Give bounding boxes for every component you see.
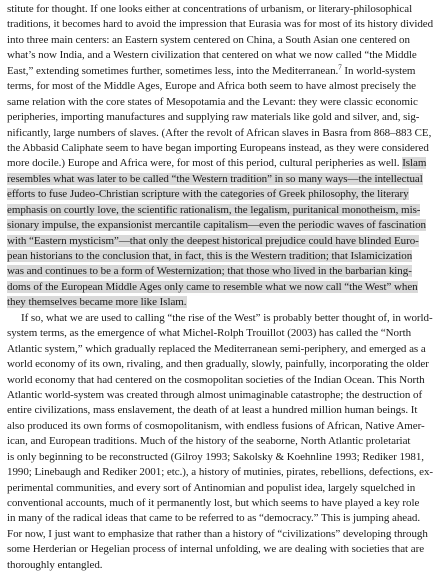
text-line (7, 249, 437, 264)
text-line (7, 373, 437, 388)
text-line (7, 95, 437, 110)
line-text: stitute for thought. If one looks either at concentrations of urbanism, or literary-philosophical (7, 3, 413, 15)
line-text: is only beginning to be reconstructed (Gilroy 1993; Sakolsky & Koehnline 1993; Rediker 1981, (7, 450, 425, 463)
line-text: East,” extending sometimes further, sometimes less, into the Mediterranean. (7, 64, 339, 77)
line-text: into three main centers: an Eastern system centered on China, a South Asian one centered on (7, 33, 410, 46)
text-line (7, 203, 437, 218)
line-text: world economy that had centered on the cosmopolitan societies of the Indian Ocean. This North (7, 373, 425, 386)
highlighted-text[interactable]: emphasis on courtly love, the scientific rationalism, the legalism, puritanical monotheism, mis- (7, 203, 421, 216)
line-text: in many of the radical ideas that came to be referred to as “democracy.” This is jumping ahead. (7, 512, 421, 525)
paragraph-1 (7, 2, 437, 311)
text-line (7, 481, 437, 496)
text-line (7, 403, 437, 418)
text-line (7, 2, 437, 17)
line-text: what’s now India, and a Western civilization that centered on what we now called “the Middle (7, 49, 417, 62)
highlighted-text[interactable]: Islam (402, 157, 427, 170)
highlighted-text[interactable]: sionary impulse, the expansionist mercantile capitalism—even the periodic waves of fascination (7, 219, 426, 232)
text-line (7, 156, 437, 171)
text-line (7, 280, 437, 295)
text-line (7, 558, 437, 573)
text-line (7, 234, 437, 249)
text-line (7, 264, 437, 279)
text-line (7, 48, 437, 63)
text-line (7, 496, 437, 511)
text-line (7, 311, 437, 326)
text-line (7, 17, 437, 32)
text-line (7, 126, 437, 141)
line-text: peripheries, importing manufactures and supplying raw materials like gold and silver, and, sig- (7, 111, 420, 124)
line-text: also produced its own forms of cosmopolitanism, with endless fusions of African, Native Amer- (7, 419, 425, 432)
paragraph-2 (7, 311, 437, 573)
text-line (7, 295, 437, 310)
line-text: For now, I just want to emphasize that rather than a history of “civilizations” developing through (7, 527, 428, 540)
text-line (7, 342, 437, 357)
line-text: the Abbasid Caliphate seem to have began importing Europeans instead, as they were considered (7, 141, 429, 154)
document-page (7, 2, 437, 573)
line-text: nificantly, large numbers of slaves. (After the revolt of African slaves in Basra from 868–883 CE, (7, 126, 432, 139)
line-text: system terms, as the emergence of what Michel-Rolph Trouillot (2003) has called the “North (7, 327, 412, 340)
text-line (7, 218, 437, 233)
text-line (7, 64, 437, 79)
text-line (7, 419, 437, 434)
line-text: entire civilizations, mass enslavement, the death of at least a hundred million human beings. It (7, 404, 418, 417)
text-line (7, 527, 437, 542)
line-text: world economy of its own, rivaling, and then gradually, slowly, painfully, incorporating the older (7, 358, 429, 371)
line-text: thoroughly entangled. (7, 558, 103, 571)
highlighted-text[interactable]: they themselves became more like Islam. (7, 296, 187, 309)
text-line (7, 79, 437, 94)
highlighted-text[interactable]: doms of the European Middle Ages only came to resemble what we now call “the West” when (7, 280, 418, 293)
text-line (7, 511, 437, 526)
text-line (7, 388, 437, 403)
line-text: traditions, it becomes hard to avoid the impression that Eurasia was for most of its history divided (7, 18, 434, 31)
footnote-marker[interactable]: 7 (338, 63, 342, 72)
text-line (7, 357, 437, 372)
line-text: If so, what we are used to calling “the rise of the West” is probably better thought of, in world- (21, 311, 433, 324)
line-text: conventional accounts, much of it permanently lost, but which seems to have played a key role (7, 497, 420, 509)
highlighted-text[interactable]: resembles what was later to be called “the Western tradition” in so many ways—the intellectual (7, 172, 423, 185)
highlighted-text[interactable]: was and continues to be a form of Westernization; that those who lived in the barbarian king- (7, 265, 412, 278)
highlighted-text[interactable]: pean historians to the conclusion that, in fact, this is the Western tradition; that Islamicization (7, 250, 413, 262)
text-line (7, 326, 437, 341)
line-text: 1990; Linebaugh and Rediker 2001; etc.), a history of mutinies, pirates, rebellions, defections, ex- (7, 466, 434, 479)
highlighted-text[interactable]: with “Eastern mysticism”—that only the deepest historical prejudice could have blinded Euro- (7, 234, 419, 247)
text-line (7, 187, 437, 202)
text-line (7, 172, 437, 187)
highlighted-text[interactable]: efforts to fuse Judeo-Christian scripture with the categories of Greek philosophy, the literary (7, 188, 409, 201)
line-text: ican, and European traditions. Much of the history of the seaborne, North Atlantic proletariat (7, 435, 411, 448)
text-line (7, 450, 437, 465)
text-line (7, 141, 437, 156)
line-text: In world-system (341, 64, 416, 77)
line-text: some Herderian or Hegelian process of internal unfolding, we are dealing with societies that are (7, 543, 425, 556)
line-text: Atlantic world-system was created through almost unimaginable catastrophe; the destruction of (7, 388, 423, 401)
text-line (7, 110, 437, 125)
text-line (7, 434, 437, 449)
line-text: perimental communities, and every sort of Antinomian and populist idea, largely squelched in (7, 481, 416, 494)
text-line (7, 542, 437, 557)
line-text: Atlantic system,” which gradually replaced the Mediterranean semi-periphery, and emerged as a (7, 342, 426, 355)
line-text: terms, for most of the Middle Ages, Europe and Africa both seem to have almost precisely the (7, 80, 417, 93)
line-text: more docile.) Europe and Africa were, for most of this period, cultural peripheries as well. (7, 157, 403, 170)
line-text: same relation with the core states of Mesopotamia and the Levant: they were classic economic (7, 95, 418, 108)
text-line (7, 33, 437, 48)
text-line (7, 465, 437, 480)
